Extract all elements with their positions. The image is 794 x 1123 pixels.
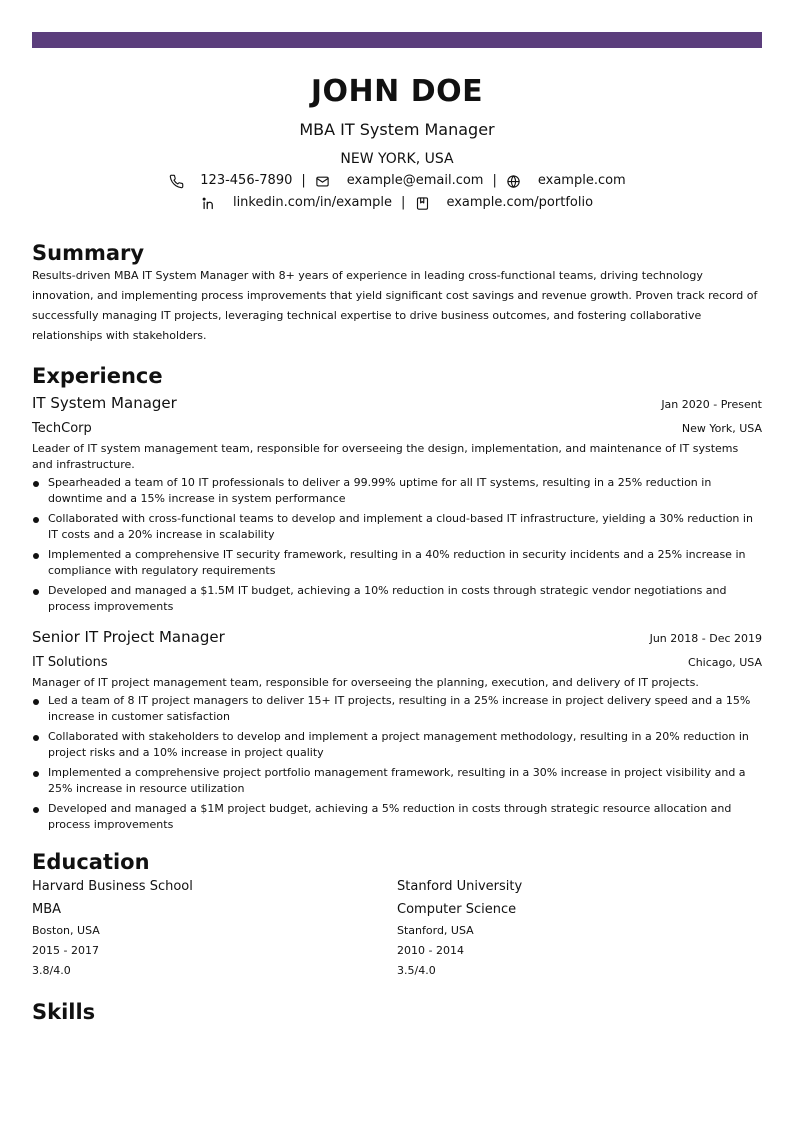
job-bullets (32, 475, 762, 615)
contact-row-primary (32, 172, 762, 190)
portfolio-link[interactable]: example.com/portfolio (446, 195, 594, 210)
bullet-text: Collaborated with stakeholders to develop and implement a project management methodology, resulting in a 20% reduction in project risks and a 10% increase in project quality (48, 730, 749, 759)
job-dates: Jun 2018 - Dec 2019 (649, 632, 762, 645)
job-description: Leader of IT system management team, responsible for overseeing the design, implementation, and maintenance of IT systems and infrastructure. (32, 442, 739, 471)
bullet-item (32, 729, 762, 761)
candidate-location: NEW YORK, USA (340, 151, 454, 167)
summary-text: Results-driven MBA IT System Manager with 8+ years of experience in leading cross-functional teams, driving technology innovation, and implementing process improvements that yield significant cost savings and revenue growth. Proven track record of successfully managing IT projects, leveraging technical expertise to drive business outcomes, and fostering collaborative relationships with stakeholders. (32, 269, 758, 342)
section-title-skills: Skills (32, 1000, 96, 1024)
bullet-dot (33, 771, 39, 777)
bullet-item (32, 583, 762, 615)
edu-location: Stanford, USA (397, 924, 474, 937)
bullet-dot (33, 807, 39, 813)
bullet-dot (33, 589, 39, 595)
job-company: TechCorp (32, 421, 92, 436)
resume-header (32, 75, 762, 212)
edu-degree: Computer Science (397, 902, 517, 917)
edu-gpa: 3.8/4.0 (32, 964, 71, 977)
bullet-text: Collaborated with cross-functional teams to develop and implement a cloud-based IT infrastructure, yielding a 30% reduction in IT costs and a 20% increase in scalability (48, 512, 753, 541)
phone-icon (168, 173, 184, 189)
job-bullets (32, 693, 762, 833)
bullet-dot (33, 517, 39, 523)
bullet-item (32, 693, 762, 725)
section-title-summary: Summary (32, 241, 145, 265)
bullet-text: Implemented a comprehensive IT security framework, resulting in a 40% reduction in security incidents and a 25% increase in compliance with regulatory requirements (48, 548, 746, 577)
bullet-text: Spearheaded a team of 10 IT professionals to deliver a 99.99% uptime for all IT systems, resulting in a 25% reduction in downtime and a 15% increase in system performance (48, 476, 712, 505)
section-title-experience: Experience (32, 364, 163, 388)
education-entry (32, 877, 397, 981)
website-link[interactable]: example.com (537, 173, 626, 188)
bullet-dot (33, 699, 39, 705)
job-title: Senior IT Project Manager (32, 628, 225, 646)
education-list (32, 877, 762, 981)
job-location: New York, USA (681, 422, 762, 435)
globe-icon (506, 173, 522, 189)
candidate-name: JOHN DOE (310, 74, 484, 109)
job-title: IT System Manager (32, 394, 177, 412)
edu-dates: 2015 - 2017 (32, 944, 99, 957)
accent-bar (32, 32, 762, 48)
edu-school: Stanford University (397, 879, 523, 894)
bullet-text: Led a team of 8 IT project managers to deliver 15+ IT projects, resulting in a 25% increase in project delivery speed and a 15% increase in customer satisfaction (48, 694, 751, 723)
email-link[interactable]: example@email.com (346, 173, 484, 188)
phone-text[interactable]: 123-456-7890 (200, 173, 293, 188)
bullet-item (32, 547, 762, 579)
edu-school: Harvard Business School (32, 879, 193, 894)
linkedin-link[interactable]: linkedin.com/in/example (232, 195, 393, 210)
bullet-dot (33, 553, 39, 559)
job-dates: Jan 2020 - Present (661, 398, 762, 411)
contact-row-secondary (32, 194, 762, 212)
job-description: Manager of IT project management team, responsible for overseeing the planning, execution, and delivery of IT projects. (32, 676, 699, 689)
edu-degree: MBA (32, 902, 62, 917)
bookmark-icon (414, 195, 430, 211)
job-company: IT Solutions (32, 655, 108, 670)
bullet-item (32, 475, 762, 507)
resume-page (32, 32, 762, 1025)
education-entry (397, 877, 762, 981)
bullet-dot (33, 481, 39, 487)
linkedin-icon (201, 195, 217, 211)
separator: | (401, 195, 406, 210)
bullet-item (32, 511, 762, 543)
mail-icon (315, 173, 331, 189)
bullet-text: Developed and managed a $1.5M IT budget, achieving a 10% reduction in costs through strategic vendor negotiations and process improvements (48, 584, 727, 613)
job-entry (32, 627, 762, 833)
separator: | (301, 173, 306, 188)
job-entry (32, 393, 762, 615)
bullet-item (32, 801, 762, 833)
edu-gpa: 3.5/4.0 (397, 964, 436, 977)
separator: | (492, 173, 497, 188)
bullet-text: Implemented a comprehensive project portfolio management framework, resulting in a 30% increase in project visibility and a 25% increase in resource utilization (48, 766, 746, 795)
candidate-title: MBA IT System Manager (299, 120, 495, 139)
bullet-text: Developed and managed a $1M project budget, achieving a 5% reduction in costs through strategic resource allocation and process improvements (48, 802, 732, 831)
job-location: Chicago, USA (688, 656, 762, 669)
section-title-education: Education (32, 850, 150, 874)
edu-location: Boston, USA (32, 924, 100, 937)
bullet-item (32, 765, 762, 797)
edu-dates: 2010 - 2014 (397, 944, 464, 957)
bullet-dot (33, 735, 39, 741)
